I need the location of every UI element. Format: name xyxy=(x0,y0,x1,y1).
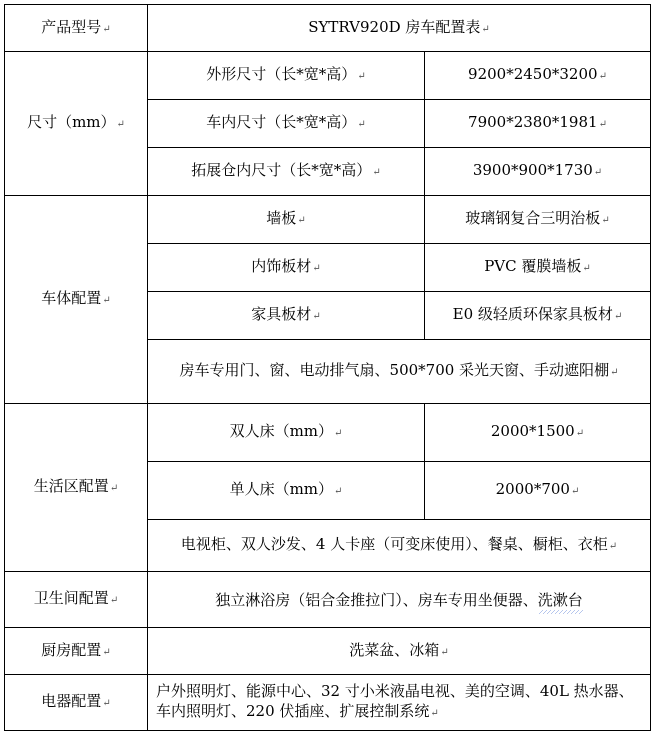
body-item-name: 内饰板材↵ xyxy=(148,244,425,292)
size-item-value: 9200*2450*3200↵ xyxy=(425,52,651,100)
table-row xyxy=(5,675,651,731)
living-extra-features: 电视柜、双人沙发、4 人卡座（可变床使用）、餐桌、橱柜、衣柜↵ xyxy=(148,520,651,572)
size-item-name: 车内尺寸（长*宽*高）↵ xyxy=(148,100,425,148)
size-item-name: 拓展仓内尺寸（长*宽*高）↵ xyxy=(148,148,425,196)
body-config-label: 车体配置↵ xyxy=(5,196,148,404)
size-item-name: 外形尺寸（长*宽*高）↵ xyxy=(148,52,425,100)
body-item-value: PVC 覆膜墙板↵ xyxy=(425,244,651,292)
body-item-name: 家具板材↵ xyxy=(148,292,425,340)
body-extra-features: 房车专用门、窗、电动排气扇、500*700 采光天窗、手动遮阳棚↵ xyxy=(148,340,651,404)
product-model-value: SYTRV920D 房车配置表↵ xyxy=(148,5,651,52)
product-model-label: 产品型号↵ xyxy=(5,5,148,52)
living-item-name: 双人床（mm）↵ xyxy=(148,404,425,462)
body-item-name: 墙板↵ xyxy=(148,196,425,244)
size-label: 尺寸（mm）↵ xyxy=(5,52,148,196)
bathroom-config-value: 独立淋浴房（铝合金推拉门）、房车专用坐便器、洗漱台 xyxy=(148,572,651,628)
table-row xyxy=(5,572,651,628)
kitchen-config-value: 洗菜盆、冰箱↵ xyxy=(148,628,651,675)
table-row xyxy=(5,5,651,52)
electric-config-value: 户外照明灯、能源中心、32 寸小米液晶电视、美的空调、40L 热水器、 车内照明灯、220 伏插座、扩展控制系统↵ xyxy=(148,675,651,731)
kitchen-config-label: 厨房配置↵ xyxy=(5,628,148,675)
table-row xyxy=(5,404,651,462)
table-row xyxy=(5,196,651,244)
table-row xyxy=(5,628,651,675)
size-item-value: 7900*2380*1981↵ xyxy=(425,100,651,148)
spellcheck-underline xyxy=(539,610,583,614)
living-item-value: 2000*1500↵ xyxy=(425,404,651,462)
body-item-value: E0 级轻质环保家具板材↵ xyxy=(425,292,651,340)
living-config-label: 生活区配置↵ xyxy=(5,404,148,572)
config-table xyxy=(4,4,651,731)
electric-config-label: 电器配置↵ xyxy=(5,675,148,731)
body-item-value: 玻璃钢复合三明治板↵ xyxy=(425,196,651,244)
bathroom-config-label: 卫生间配置↵ xyxy=(5,572,148,628)
living-item-value: 2000*700↵ xyxy=(425,462,651,520)
table-row xyxy=(5,52,651,100)
size-item-value: 3900*900*1730↵ xyxy=(425,148,651,196)
living-item-name: 单人床（mm）↵ xyxy=(148,462,425,520)
